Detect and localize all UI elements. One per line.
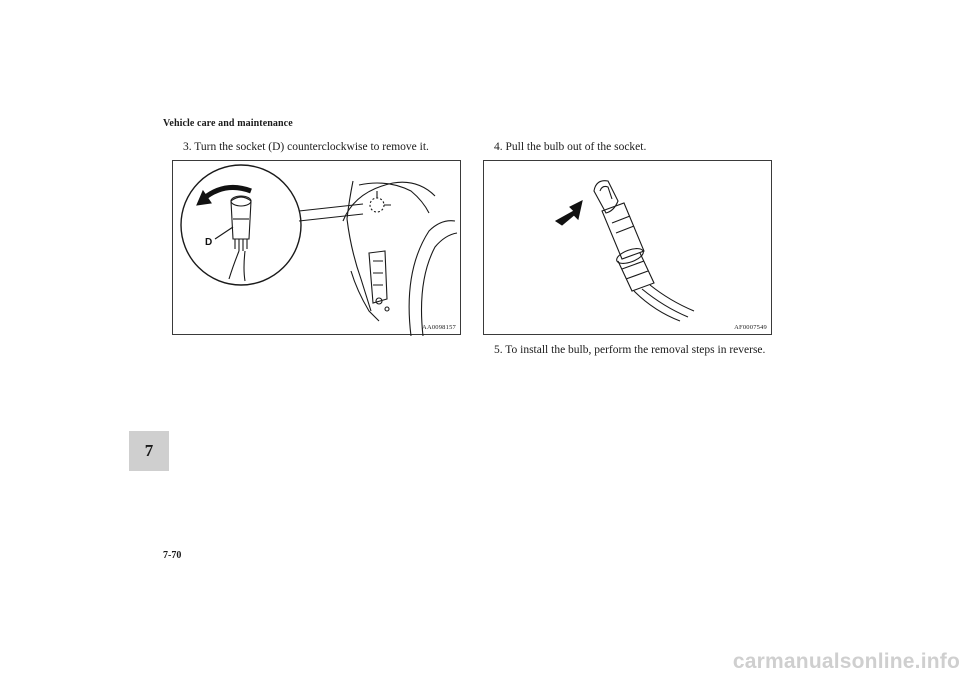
callout-d-label: D bbox=[205, 237, 213, 248]
step-4-text: 4. Pull the bulb out of the socket. bbox=[494, 141, 647, 153]
step-5-text: 5. To install the bulb, perform the removal steps in reverse. bbox=[494, 344, 766, 356]
bulb-removal-illustration bbox=[484, 161, 773, 336]
chapter-number: 7 bbox=[144, 441, 154, 460]
watermark: carmanualsonline.info bbox=[732, 650, 960, 673]
socket-removal-figure bbox=[172, 160, 461, 335]
figure-code-1: AA0098157 bbox=[422, 324, 456, 331]
chapter-tab bbox=[129, 431, 169, 471]
page-number: 7-70 bbox=[163, 550, 182, 561]
socket-removal-illustration bbox=[173, 161, 462, 336]
step-3-text: 3. Turn the socket (D) counterclockwise to remove it. bbox=[183, 141, 429, 153]
section-title: Vehicle care and maintenance bbox=[163, 118, 293, 129]
figure-code-2: AF0007549 bbox=[734, 324, 767, 331]
bulb-removal-figure bbox=[483, 160, 772, 335]
